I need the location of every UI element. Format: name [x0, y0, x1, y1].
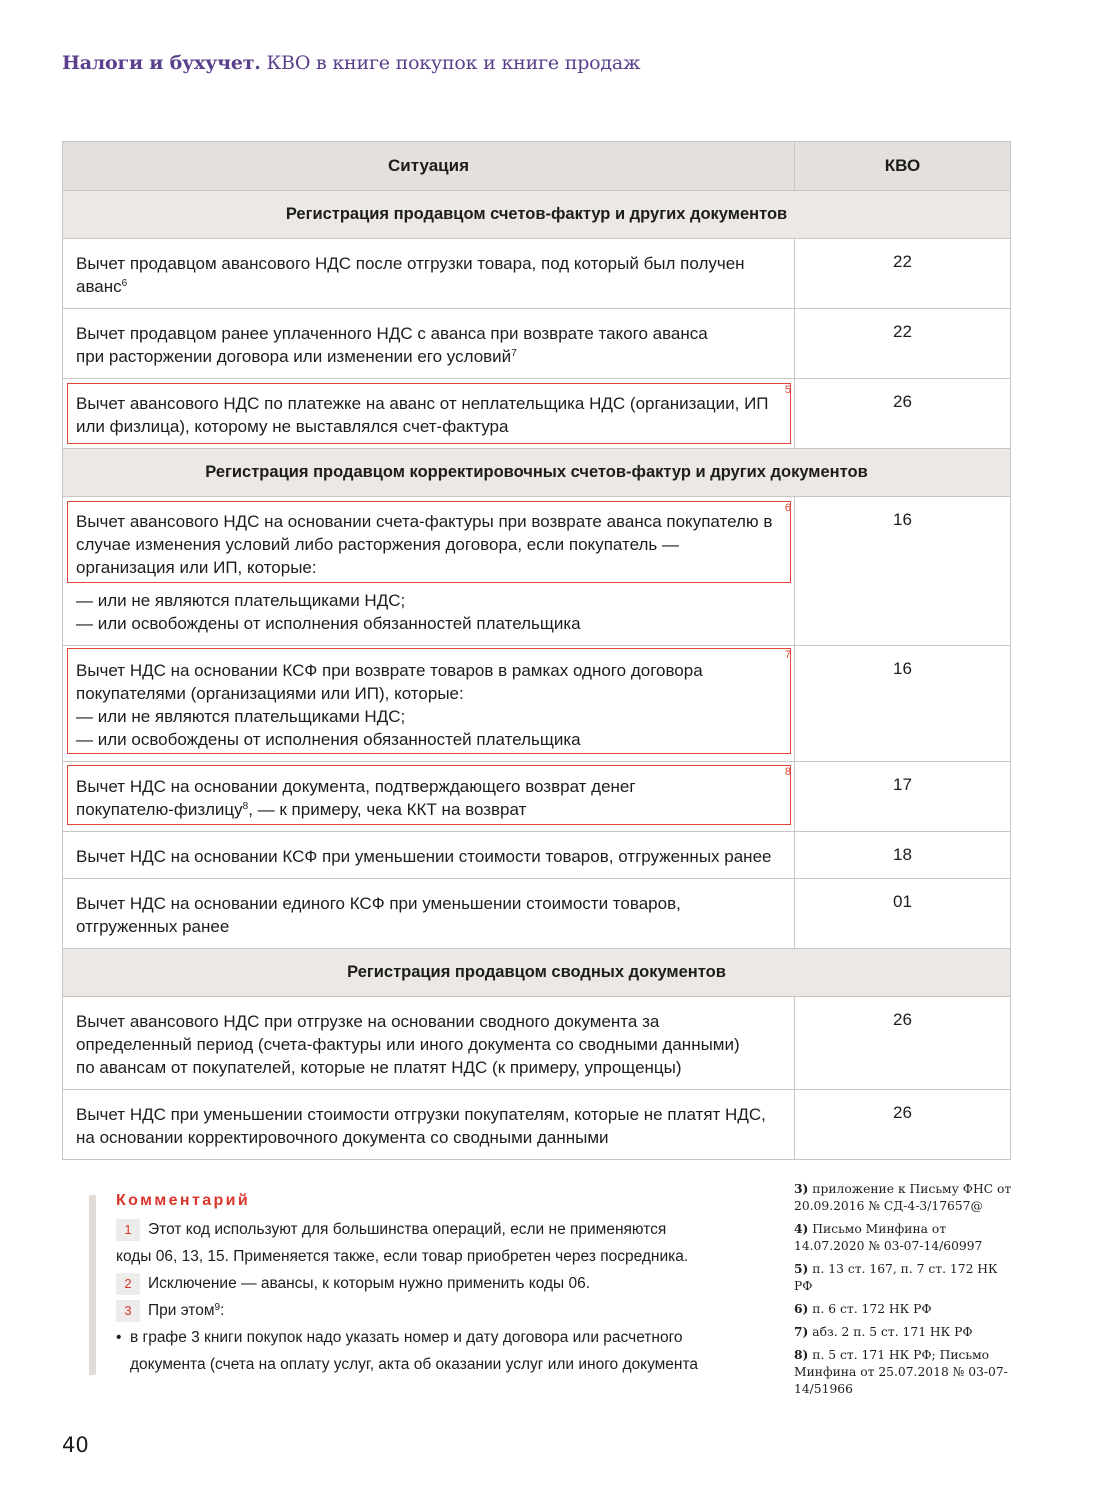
footnote-ref: 9 [214, 1302, 221, 1313]
section-title: Регистрация продавцом сводных документов [63, 949, 1011, 997]
table-row [63, 879, 1011, 949]
table-row [63, 497, 1011, 646]
table-row [63, 646, 1011, 762]
section-title: КВО в книге покупок и книге продаж [266, 52, 641, 74]
comment-text-continued: коды 06, 13, 15. Применяется также, если товар приобретен через посредника. [116, 1248, 689, 1265]
reference-text: абз. 2 п. 5 ст. 171 НК РФ [812, 1325, 973, 1339]
situation-text: Вычет авансового НДС по платежке на аванс от неплательщика НДС (организации, ИП или физлица), которому не выставлялся счет-фактура [76, 394, 769, 436]
list-item: — или освобождены от исполнения обязанностей плательщика [76, 730, 581, 749]
kvo-code: 26 [795, 1090, 1011, 1160]
bullet-icon: • [116, 1329, 122, 1346]
comment-title: Комментарий [116, 1192, 251, 1209]
situation-text: Вычет НДС на основании документа, подтверждающего возврат денег покупателю-физлицу [76, 777, 636, 819]
running-head [62, 52, 640, 74]
comment-number-badge: 2 [116, 1273, 140, 1295]
situation-text: Вычет НДС на основании КСФ при уменьшении стоимости товаров, отгруженных ранее [76, 847, 772, 866]
list-item: — или не являются плательщиками НДС; [76, 591, 406, 610]
comment-box [89, 1192, 739, 1375]
section-title: Регистрация продавцом счетов-фактур и других документов [63, 191, 1011, 239]
reference-item [794, 1300, 1019, 1318]
reference-text: приложение к Письму ФНС от 20.09.2016 № СД-4-3/17657@ [794, 1182, 1012, 1213]
situation-cell [63, 762, 795, 832]
reference-text: Письмо Минфина от 14.07.2020 № 03-07-14/60997 [794, 1222, 983, 1253]
table-row [63, 762, 1011, 832]
kvo-code: 22 [795, 239, 1011, 309]
situation-cell [63, 239, 795, 309]
reference-item [794, 1260, 1019, 1295]
section-label: Налоги и бухучет. [62, 52, 261, 74]
page-number: 40 [62, 1433, 89, 1457]
table-header-row [63, 142, 1011, 191]
kvo-code: 17 [795, 762, 1011, 832]
kvo-table [62, 141, 1011, 1160]
kvo-code: 01 [795, 879, 1011, 949]
situation-cell [63, 646, 795, 762]
section-row [63, 949, 1011, 997]
situation-cell [63, 379, 795, 449]
list-item: — или освобождены от исполнения обязанностей плательщика [76, 614, 581, 633]
situation-text: , — к примеру, чека ККТ на возврат [248, 800, 527, 819]
comment-text: : [220, 1302, 225, 1319]
annotation-number: 5 [784, 384, 791, 396]
reference-item [794, 1323, 1019, 1341]
situation-text: Вычет НДС на основании КСФ при возврате товаров в рамках одного договора покупателями (организациями или ИП), которые: [76, 661, 703, 703]
comment-text: Исключение — авансы, к которым нужно применить коды 06. [148, 1275, 591, 1292]
situation-cell [63, 309, 795, 379]
kvo-code: 26 [795, 997, 1011, 1090]
situation-text: Вычет продавцом ранее уплаченного НДС с аванса при возврате такого аванса при расторжении договора или изменении его условий [76, 324, 708, 366]
reference-number: 5) [794, 1261, 809, 1276]
kvo-code: 22 [795, 309, 1011, 379]
table-row [63, 997, 1011, 1090]
kvo-code: 16 [795, 497, 1011, 646]
reference-item [794, 1220, 1019, 1255]
situation-text: Вычет НДС при уменьшении стоимости отгрузки покупателям, которые не платят НДС, на основании корректировочного документа со сводными данными [76, 1105, 766, 1147]
footnote-ref: 7 [511, 348, 517, 359]
section-row [63, 191, 1011, 239]
section-title: Регистрация продавцом корректировочных счетов-фактур и других документов [63, 449, 1011, 497]
comment-number-badge: 3 [116, 1300, 140, 1322]
footnote-ref: 6 [121, 278, 128, 289]
annotation-number: 8 [784, 766, 791, 778]
situation-cell [63, 1090, 795, 1160]
comment-item [116, 1297, 739, 1324]
situation-text: Вычет НДС на основании единого КСФ при уменьшении стоимости товаров, отгруженных ранее [76, 894, 681, 936]
situation-cell [63, 879, 795, 949]
reference-item [794, 1180, 1019, 1215]
situation-cell [63, 832, 795, 879]
kvo-code: 26 [795, 379, 1011, 449]
comment-text: При этом [148, 1302, 215, 1319]
section-row [63, 449, 1011, 497]
annotation-number: 7 [784, 649, 791, 661]
reference-number: 4) [794, 1221, 809, 1236]
reference-number: 8) [794, 1347, 809, 1362]
column-header-situation: Ситуация [63, 142, 795, 191]
reference-item [794, 1346, 1019, 1398]
comment-item [116, 1270, 739, 1297]
bullet-text: в графе 3 книги покупок надо указать номер и дату договора или расчетного [130, 1329, 683, 1346]
table-row [63, 832, 1011, 879]
reference-text: п. 13 ст. 167, п. 7 ст. 172 НК РФ [794, 1262, 998, 1293]
kvo-code: 18 [795, 832, 1011, 879]
situation-cell [63, 497, 795, 646]
footnote-references [794, 1180, 1019, 1403]
comment-item [116, 1216, 739, 1243]
table-row [63, 239, 1011, 309]
annotation-number: 6 [784, 502, 791, 514]
reference-text: п. 6 ст. 172 НК РФ [812, 1302, 932, 1316]
table-row [63, 1090, 1011, 1160]
comment-number-badge: 1 [116, 1219, 140, 1241]
situation-text: Вычет авансового НДС на основании счета-фактуры при возврате аванса покупателю в случае изменения условий либо расторжения договора, если покупатель — организация или ИП, которые: [76, 512, 773, 577]
table-row [63, 309, 1011, 379]
list-item: — или не являются плательщиками НДС; [76, 707, 406, 726]
situation-cell [63, 997, 795, 1090]
comment-bullet [116, 1324, 739, 1351]
reference-number: 3) [794, 1181, 809, 1196]
footnote-ref: 8 [242, 801, 249, 812]
situation-text: Вычет продавцом авансового НДС после отгрузки товара, под который был получен аванс [76, 254, 745, 296]
reference-text: п. 5 ст. 171 НК РФ; Письмо Минфина от 25.07.2018 № 03-07-14/51966 [794, 1348, 1008, 1396]
reference-number: 7) [794, 1324, 809, 1339]
kvo-code: 16 [795, 646, 1011, 762]
comment-bullet-continued: документа (счета на оплату услуг, акта об оказании услуг или иного документа [130, 1356, 699, 1373]
comment-text: Этот код используют для большинства операций, если не применяются [148, 1221, 667, 1238]
reference-number: 6) [794, 1301, 809, 1316]
table-row [63, 379, 1011, 449]
column-header-kvo: КВО [795, 142, 1011, 191]
situation-text: Вычет авансового НДС при отгрузке на основании сводного документа за определенный период (счета-фактуры или иного документа со сводными данными) по авансам от покупателей, которые не платят НДС (к примеру, упрощенцы) [76, 1012, 740, 1077]
